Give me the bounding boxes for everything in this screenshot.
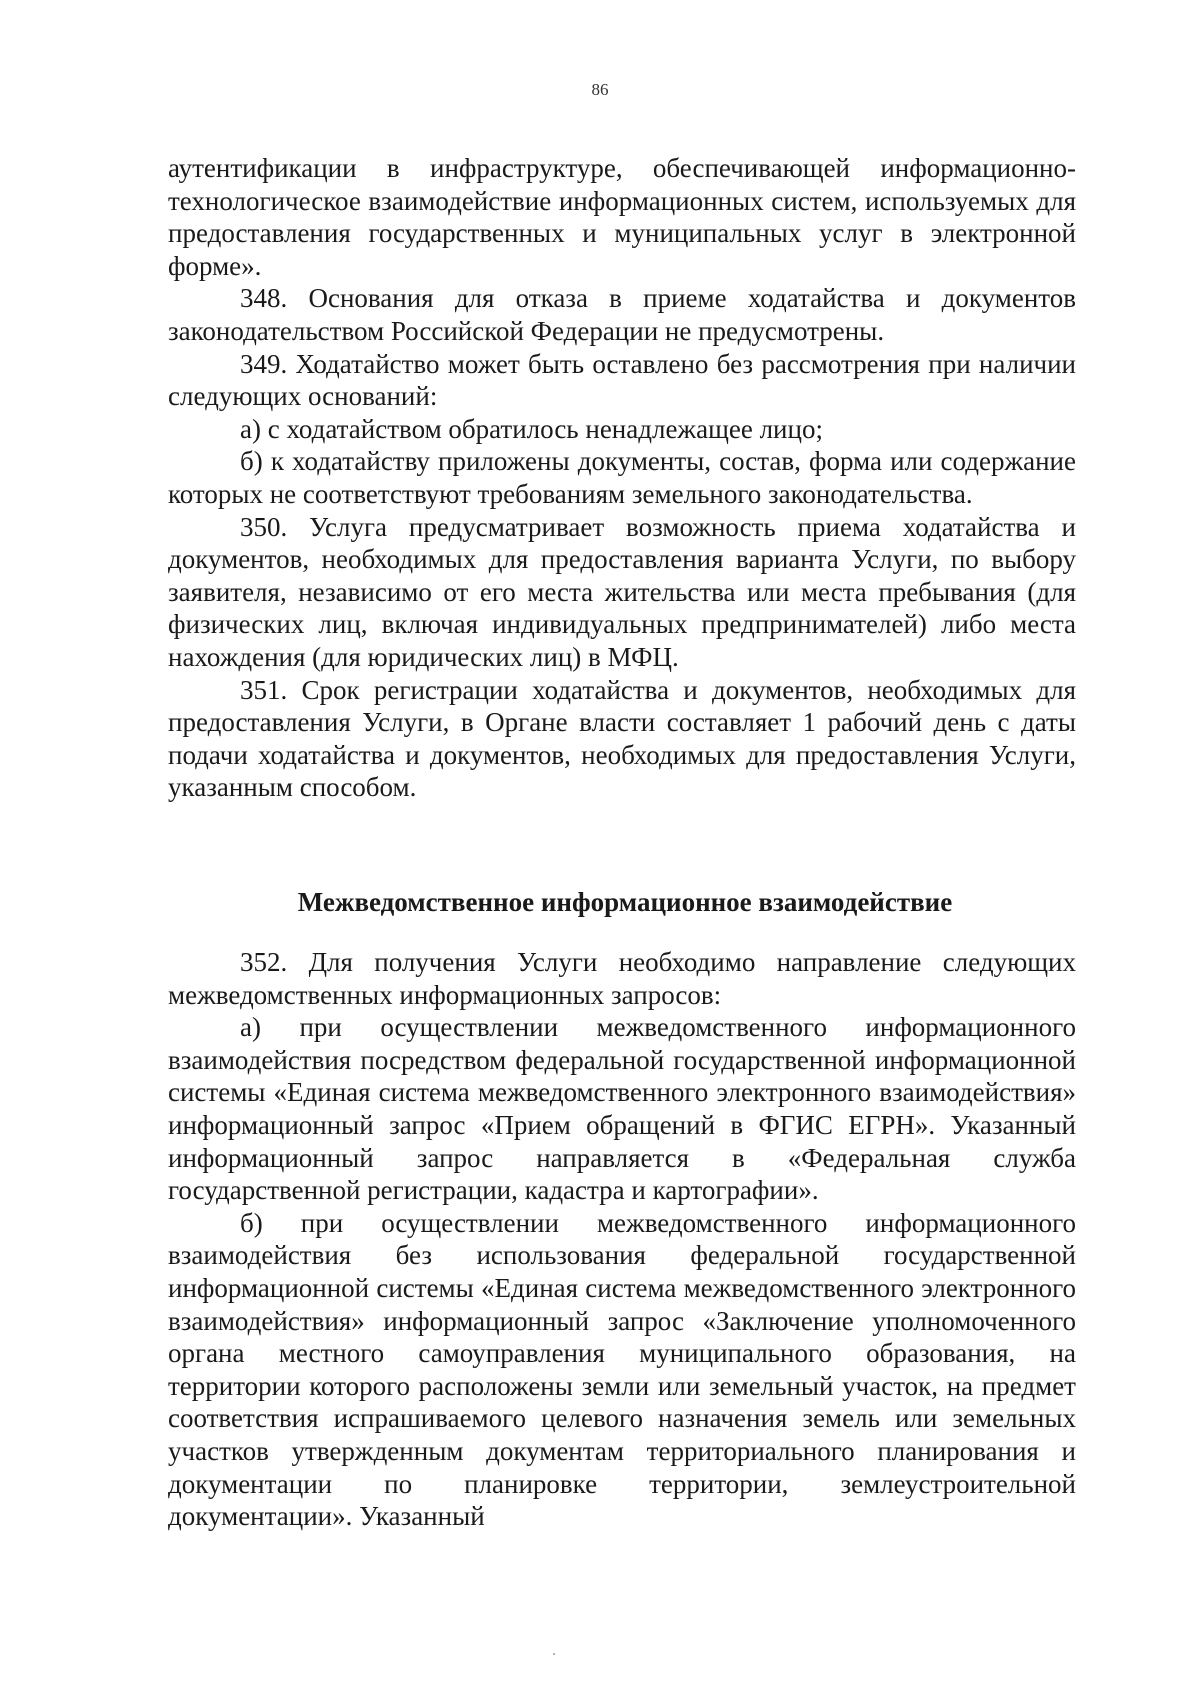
paragraph-349-a: а) с ходатайством обратилось ненадлежащее лицо; <box>240 413 823 444</box>
text-block-after-heading <box>168 946 1076 1533</box>
page-number: 86 <box>591 80 609 99</box>
paragraph-352: 352. Для получения Услуги необходимо направление следующих межведомственных информационных запросов: <box>168 947 1076 1010</box>
paragraph-350: 350. Услуга предусматривает возможность приема ходатайства и документов, необходимых для предоставления варианта Услуги, по выбору заявителя, независимо от его места жительства или места пребывания (для физических лиц, включая индивидуальных предпринимателей) либо места нахождения (для юридических лиц) в МФЦ. <box>168 511 1076 672</box>
paragraph-351: 351. Срок регистрации ходатайства и документов, необходимых для предоставления Услуги, в Органе власти составляет 1 рабочий день с даты подачи ходатайства и документов, необходимых для предоставления Услуги, указанным способом. <box>168 674 1076 803</box>
paragraph-352-b: б) при осуществлении межведомственного информационного взаимодействия без использования федеральной государственной информационной системы «Единая система межведомственного электронного взаимодействия» информационный запрос «Заключение уполномоченного органа местного самоуправления муниципального образования, на территории которого расположены земли или земельный участок, на предмет соответствия испрашиваемого целевого назначения земель или земельных участков утвержденным документам территориального планирования и документации по планировке территории, землеустроительной документации». Указанный <box>168 1207 1076 1532</box>
scan-speck <box>553 1653 555 1655</box>
paragraph-continuation: аутентификации в инфраструктуре, обеспечивающей информационно-технологическое взаимодействие информационных систем, используемых для предоставления государственных и муниципальных услуг в электронной форме». <box>168 153 1076 281</box>
paragraph-349-b: б) к ходатайству приложены документы, состав, форма или содержание которых не соответствуют требованиям земельного законодательства. <box>168 446 1076 509</box>
paragraph-352-a: а) при осуществлении межведомственного информационного взаимодействия посредством федеральной государственной информационной системы «Единая система межведомственного электронного взаимодействия» информационный запрос «Прием обращений в ФГИС ЕГРН». Указанный информационный запрос направляется в «Федеральная служба государственной регистрации, кадастра и картографии». <box>168 1012 1076 1206</box>
paragraph-348: 348. Основания для отказа в приеме ходатайства и документов законодательством Российской Федерации не предусмотрены. <box>168 283 1076 346</box>
section-heading: Межведомственное информационное взаимодействие <box>297 887 953 917</box>
text-block-before-heading <box>168 152 1076 804</box>
paragraph-349: 349. Ходатайство может быть оставлено без рассмотрения при наличии следующих оснований: <box>168 348 1076 412</box>
